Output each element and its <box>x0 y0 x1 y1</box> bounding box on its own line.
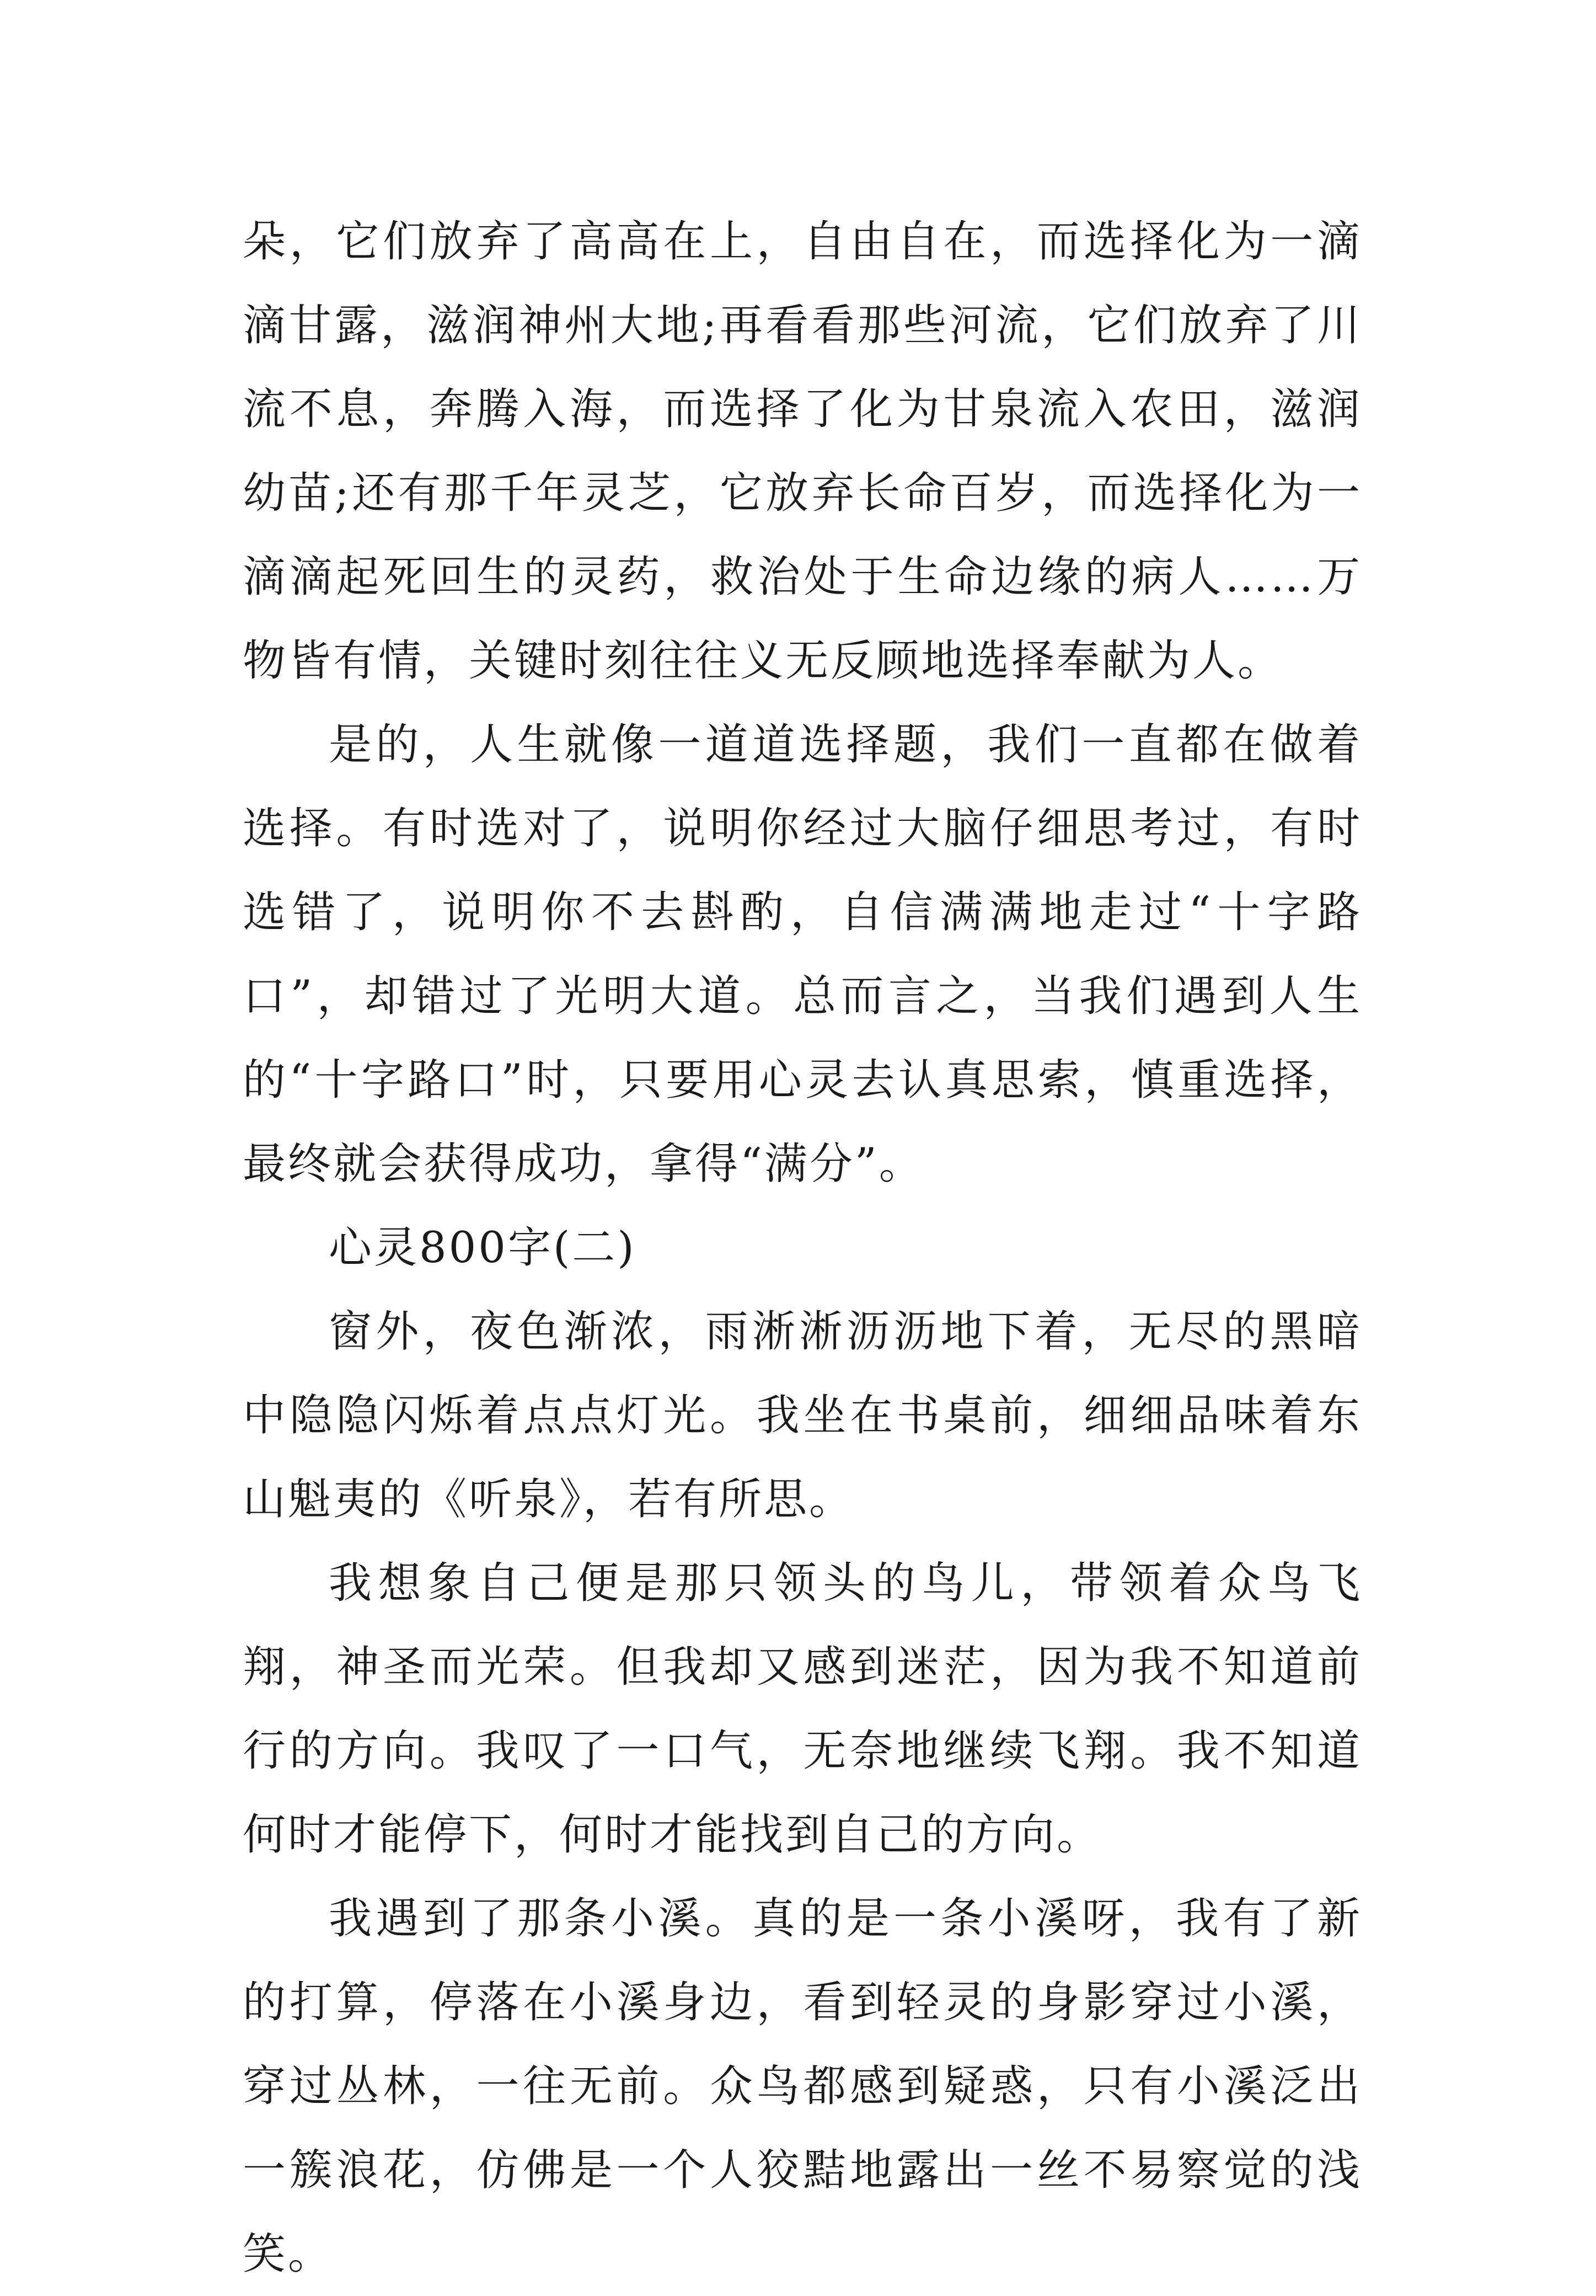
paragraph-conclusion: 是的，人生就像一道道选择题，我们一直都在做着选择。有时选对了，说明你经过大脑仔细思考过，有时选错了，说明你不去斟酌，自信满满地走过“十字路口”，却错过了光明大道。总而言之，当我们遇到人生的“十字路口”时，只要用心灵去认真思索，慎重选择，最终就会获得成功，拿得“满分”。 <box>243 720 1362 1189</box>
paragraph-section-1: 窗外，夜色渐浓，雨淅淅沥沥地下着，无尽的黑暗中隐隐闪烁着点点灯光。我坐在书桌前，细细品味着东山魁夷的《听泉》，若有所思。 <box>243 1307 1362 1524</box>
paragraph-section-3: 我遇到了那条小溪。真的是一条小溪呀，我有了新的打算，停落在小溪身边，看到轻灵的身影穿过小溪，穿过丛林，一往无前。众鸟都感到疑惑，只有小溪泛出一簇浪花，仿佛是一个人狡黠地露出一丝不易察觉的浅笑。 <box>243 1894 1362 2279</box>
paragraph-section-2: 我想象自己便是那只领头的鸟儿，带领着众鸟飞翔，神圣而光荣。但我却又感到迷茫，因为我不知道前行的方向。我叹了一口气，无奈地继续飞翔。我不知道何时才能停下，何时才能找到自己的方向。 <box>243 1558 1362 1860</box>
section-heading: 心灵800字(二) <box>329 1223 636 1273</box>
paragraph-continuation: 朵，它们放弃了高高在上，自由自在，而选择化为一滴滴甘露，滋润神州大地;再看看那些河流，它们放弃了川流不息，奔腾入海，而选择了化为甘泉流入农田，滋润幼苗;还有那千年灵芝，它放弃长命百岁，而选择化为一滴滴起死回生的灵药，救治处于生命边缘的病人……万物皆有情，关键时刻往往义无反顾地选择奉献为人。 <box>243 217 1362 686</box>
body-text <box>243 200 1362 2296</box>
